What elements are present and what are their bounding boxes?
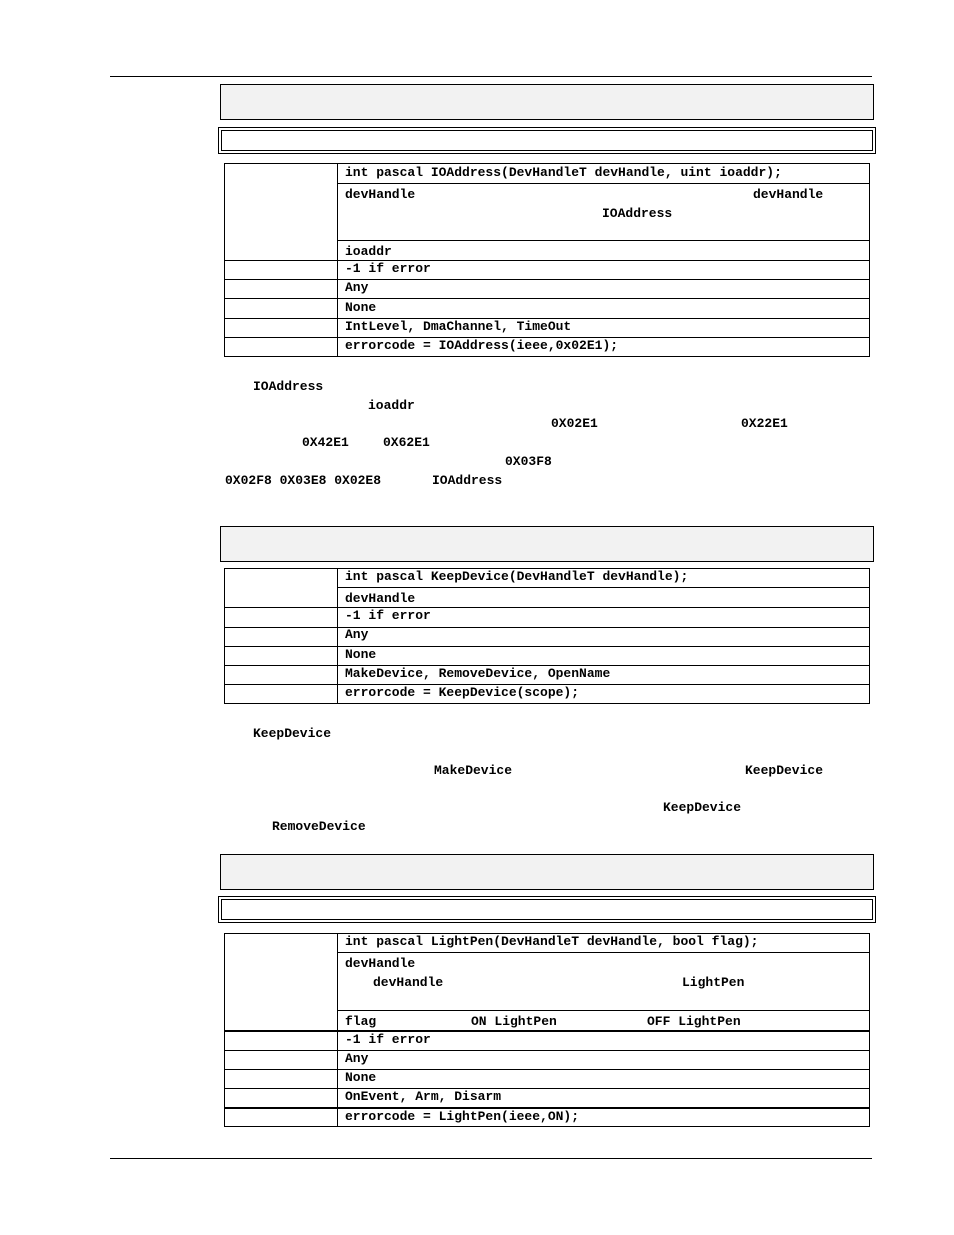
lightpen-param-devhandle-ref: devHandle <box>373 975 444 990</box>
keepdevice-desc-make: MakeDevice <box>434 763 513 778</box>
keepdevice-desc-keep: KeepDevice <box>745 763 824 778</box>
ioaddress-desc-func2: IOAddress <box>432 473 503 488</box>
ioaddress-level: Any <box>345 280 369 295</box>
lightpen-param-func-ref: LightPen <box>682 975 745 990</box>
ioaddress-param-ioaddr: ioaddr <box>345 244 392 259</box>
ioaddress-desc-addr3: 0X42E1 <box>302 435 349 450</box>
ioaddress-desc-addr-list: 0X02F8 0X03E8 0X02E8 <box>225 473 382 488</box>
ioaddress-prototype: int pascal IOAddress(DevHandleT devHandle, uint ioaddr); <box>345 165 782 180</box>
lightpen-level: Any <box>345 1051 369 1066</box>
lightpen-title-box <box>220 854 874 890</box>
keepdevice-desc-func: KeepDevice <box>253 726 332 741</box>
lightpen-param-devhandle: devHandle <box>345 956 416 971</box>
ioaddress-desc-addr4: 0X62E1 <box>383 435 430 450</box>
keepdevice-see-also: MakeDevice, RemoveDevice, OpenName <box>345 666 611 681</box>
keepdevice-title-box <box>220 526 874 562</box>
keepdevice-desc-keep2: KeepDevice <box>663 800 742 815</box>
ioaddress-desc-param: ioaddr <box>368 398 415 413</box>
lightpen-also: None <box>345 1070 377 1085</box>
keepdevice-function-table <box>224 568 870 704</box>
lightpen-returns: -1 if error <box>345 1032 431 1047</box>
keepdevice-returns: -1 if error <box>345 608 431 623</box>
lightpen-subtitle-box <box>218 896 876 923</box>
keepdevice-prototype: int pascal KeepDevice(DevHandleT devHandle); <box>345 569 689 584</box>
keepdevice-also: None <box>345 647 377 662</box>
ioaddress-param-devhandle: devHandle <box>345 187 416 202</box>
ioaddress-example: errorcode = IOAddress(ieee,0x02E1); <box>345 338 619 353</box>
lightpen-prototype: int pascal LightPen(DevHandleT devHandle, bool flag); <box>345 934 759 949</box>
ioaddress-param-devhandle-ref: devHandle <box>753 187 824 202</box>
ioaddress-title-box <box>220 84 874 120</box>
keepdevice-example: errorcode = KeepDevice(scope); <box>345 685 580 700</box>
lightpen-param-flag-on: ON LightPen <box>471 1014 557 1029</box>
ioaddress-param-func-ref: IOAddress <box>602 206 673 221</box>
lightpen-function-table <box>224 933 870 1127</box>
table-divider <box>337 569 338 703</box>
footer-rule <box>110 1158 872 1159</box>
ioaddress-returns: -1 if error <box>345 261 431 276</box>
ioaddress-see-also: IntLevel, DmaChannel, TimeOut <box>345 319 572 334</box>
ioaddress-desc-addr5: 0X03F8 <box>505 454 552 469</box>
keepdevice-level: Any <box>345 627 369 642</box>
keepdevice-param-devhandle: devHandle <box>345 591 416 606</box>
header-rule <box>110 76 872 77</box>
ioaddress-desc-addr1: 0X02E1 <box>551 416 598 431</box>
keepdevice-desc-remove: RemoveDevice <box>272 819 366 834</box>
lightpen-param-flag: flag <box>345 1014 377 1029</box>
lightpen-see-also: OnEvent, Arm, Disarm <box>345 1089 502 1104</box>
ioaddress-function-table <box>224 163 870 357</box>
ioaddress-subtitle-box <box>218 127 876 154</box>
lightpen-example: errorcode = LightPen(ieee,ON); <box>345 1109 580 1124</box>
ioaddress-desc-addr2: 0X22E1 <box>741 416 788 431</box>
ioaddress-desc-func: IOAddress <box>253 379 324 394</box>
ioaddress-also: None <box>345 300 377 315</box>
lightpen-param-flag-off: OFF LightPen <box>647 1014 741 1029</box>
